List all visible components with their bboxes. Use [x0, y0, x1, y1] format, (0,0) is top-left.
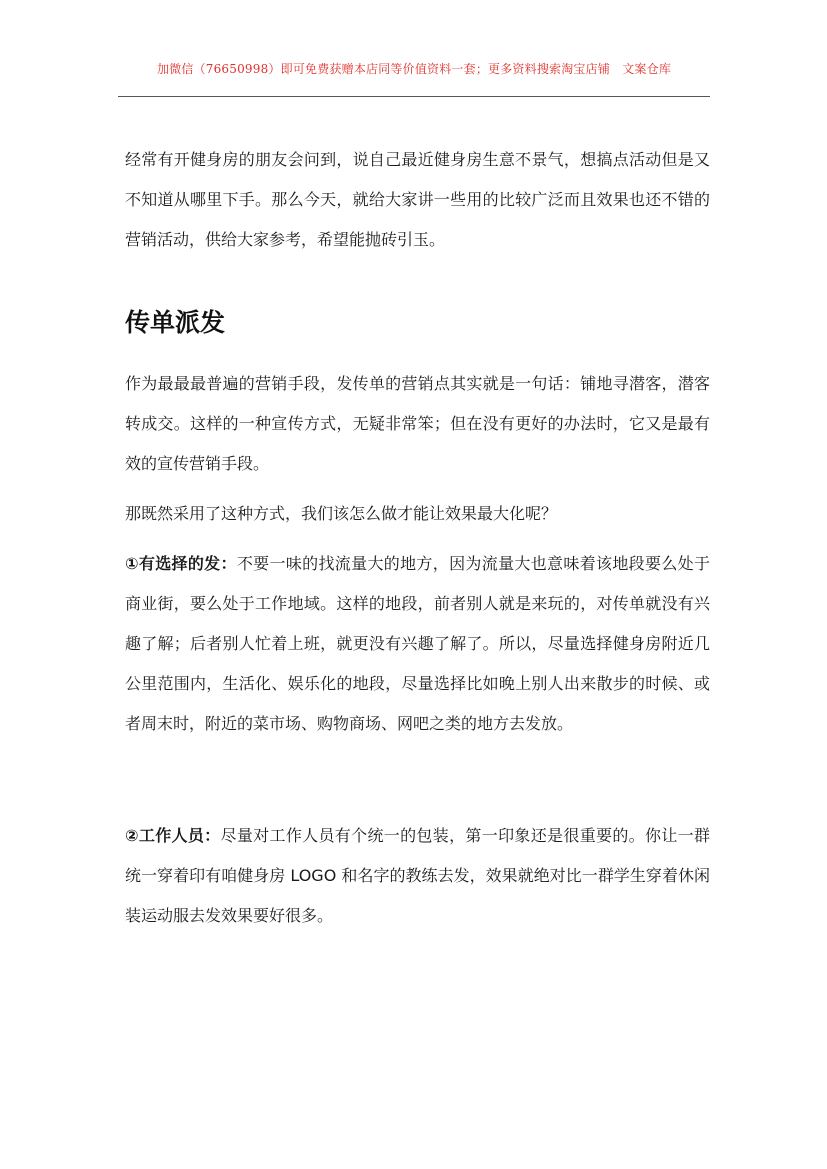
point-2-text: 尽量对工作人员有个统一的包装，第一印象还是很重要的。你让一群统一穿着印有咱健身房 LOGO 和名字的教练去发，效果就绝对比一群学生穿着休闲装运动服去发效果要好很多。	[125, 826, 710, 925]
header-promo-note: 加微信（76650998）即可免费获赠本店同等价值资料一套；更多资料搜索淘宝店铺 文案仓库	[156, 62, 672, 76]
intro-paragraph: 经常有开健身房的朋友会问到，说自己最近健身房生意不景气，想搞点活动但是又不知道从哪里下手。那么今天，就给大家讲一些用的比较广泛而且效果也还不错的营销活动，供给大家参考，希望能抛砖引玉。	[125, 150, 710, 249]
point-2-paragraph	[125, 816, 710, 936]
point-1-text: 不要一味的找流量大的地方，因为流量大也意味着该地段要么处于商业街，要么处于工作地域。这样的地段，前者别人就是来玩的，对传单就没有兴趣了解；后者别人忙着上班，就更没有兴趣了解了。所以，尽量选择健身房附近几公里范围内，生活化、娱乐化的地段，尽量选择比如晚上别人出来散步的时候、或者周末时，附近的菜市场、购物商场、网吧之类的地方去发放。	[125, 554, 710, 733]
point-1-lead: ①有选择的发：	[125, 554, 237, 573]
point-2-lead: ②工作人员：	[125, 826, 221, 845]
section-heading: 传单派发	[125, 308, 226, 337]
point-1-paragraph	[125, 544, 710, 744]
section-paragraph-2: 那既然采用了这种方式，我们该怎么做才能让效果最大化呢？	[125, 504, 558, 523]
header-divider	[118, 96, 710, 97]
article-body	[125, 140, 710, 936]
section-paragraph-1: 作为最最最普遍的营销手段，发传单的营销点其实就是一句话：铺地寻潜客，潜客转成交。这样的一种宣传方式，无疑非常笨；但在没有更好的办法时，它又是最有效的宣传营销手段。	[125, 374, 710, 473]
